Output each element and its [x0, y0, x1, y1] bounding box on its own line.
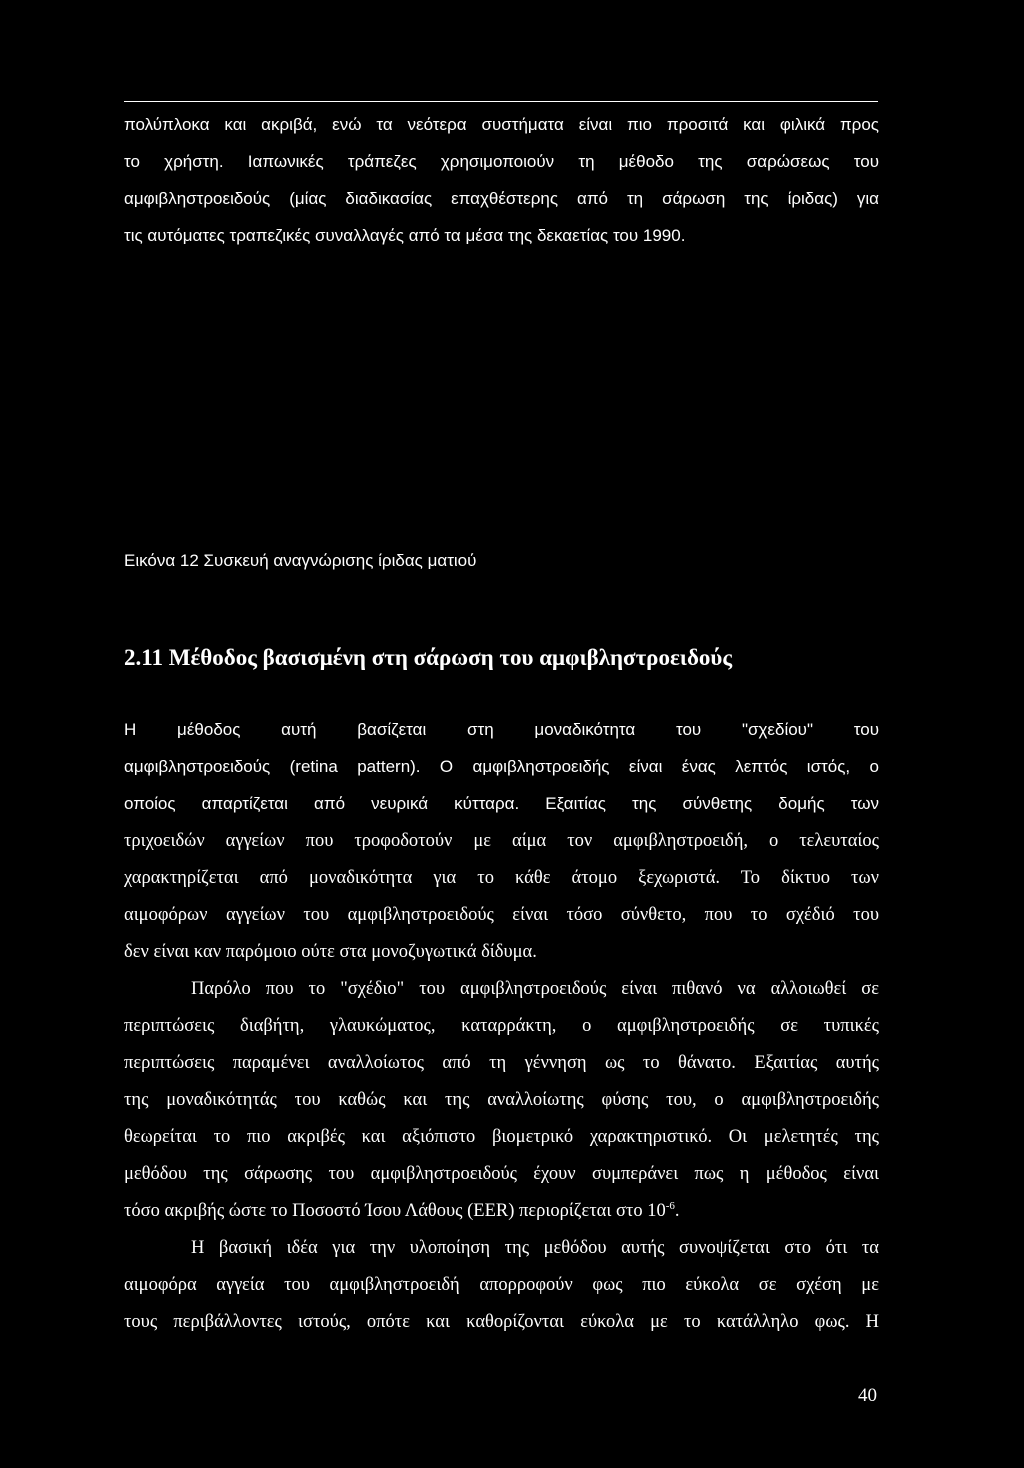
eer-period: .	[674, 1201, 680, 1221]
intro-line: πολύπλοκα και ακριβά, ενώ τα νεότερα συστήματα είναι πιο προσιτά και φιλικά προς	[124, 115, 879, 134]
body-line: αμφιβληστροειδούς (retina pattern). Ο αμφιβληστροειδής είναι ένας λεπτός ιστός, ο	[124, 757, 879, 776]
body-line: αιμοφόρα αγγεία του αμφιβληστροειδή απορροφούν φως πιο εύκολα σε σχέση με	[124, 1275, 879, 1295]
body-line: θεωρείται το πιο ακριβές και αξιόπιστο βιομετρικό χαρακτηριστικό. Οι μελετητές της	[124, 1127, 879, 1147]
body-line: Η βασική ιδέα για την υλοποίηση της μεθόδου αυτής συνοψίζεται στο ότι τα	[191, 1238, 879, 1258]
body-line: τους περιβάλλοντες ιστούς, οπότε και καθορίζονται εύκολα με το κατάλληλο φως. Η	[124, 1312, 879, 1332]
page-number: 40	[858, 1385, 877, 1406]
body-line: περιπτώσεις διαβήτη, γλαυκώματος, καταρράκτη, ο αμφιβληστροειδής σε τυπικές	[124, 1016, 879, 1036]
body-line: της μοναδικότητάς του καθώς και της αναλλοίωτης φύσης του, ο αμφιβληστροειδής	[124, 1090, 879, 1110]
body-line: μεθόδου της σάρωσης του αμφιβληστροειδούς έχουν συμπεράνει πως η μέθοδος είναι	[124, 1164, 879, 1184]
intro-line: αμφιβληστροειδούς (μίας διαδικασίας επαχθέστερης από τη σάρωση της ίριδας) για	[124, 189, 879, 208]
eer-exponent: -6	[665, 1199, 675, 1212]
body-line: περιπτώσεις παραμένει αναλλοίωτος από τη γέννηση ως το θάνατο. Εξαιτίας αυτής	[124, 1053, 879, 1073]
body-line: χαρακτηρίζεται από μοναδικότητα για το κάθε άτομο ξεχωριστά. Το δίκτυο των	[124, 868, 879, 888]
top-divider-line	[124, 101, 878, 102]
body-line: δεν είναι καν παρόμοιο ούτε στα μονοζυγωτικά δίδυμα.	[124, 942, 537, 962]
eer-text: τόσο ακριβής ώστε το Ποσοστό Ίσου Λάθους (EER) περιορίζεται στο 10	[124, 1201, 666, 1221]
body-line: τριχοειδών αγγείων που τροφοδοτούν με αίμα τον αμφιβληστροειδή, ο τελευταίος	[124, 831, 879, 851]
body-line-eer	[124, 1200, 680, 1222]
section-heading: 2.11 Μέθοδος βασισμένη στη σάρωση του αμφιβληστροειδούς	[124, 645, 733, 670]
body-line: οποίος απαρτίζεται από νευρικά κύτταρα. Εξαιτίας της σύνθετης δομής των	[124, 794, 879, 813]
intro-line: τις αυτόματες τραπεζικές συναλλαγές από τα μέσα της δεκαετίας του 1990.	[124, 226, 686, 245]
figure-caption: Εικόνα 12 Συσκευή αναγνώρισης ίριδας ματιού	[124, 551, 477, 570]
body-line: Η μέθοδος αυτή βασίζεται στη μοναδικότητα του "σχεδίου" του	[124, 720, 879, 739]
body-line: Παρόλο που το "σχέδιο" του αμφιβληστροειδούς είναι πιθανό να αλλοιωθεί σε	[191, 979, 879, 999]
body-line: αιμοφόρων αγγείων του αμφιβληστροειδούς είναι τόσο σύνθετο, που το σχέδιό του	[124, 905, 879, 925]
intro-line: το χρήστη. Ιαπωνικές τράπεζες χρησιμοποιούν τη μέθοδο της σαρώσεως του	[124, 152, 879, 171]
